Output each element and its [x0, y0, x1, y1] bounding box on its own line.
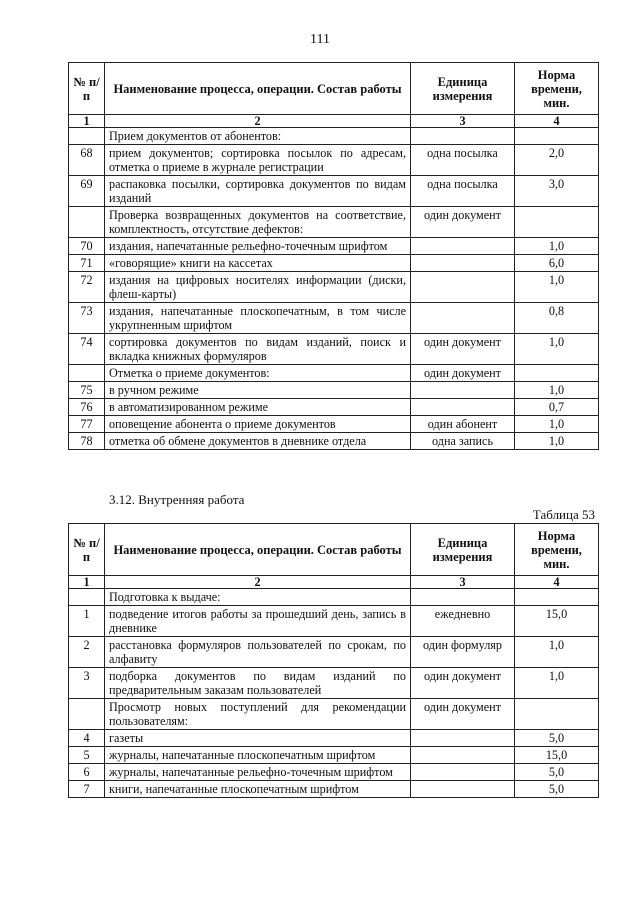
row-number: 3 — [69, 668, 105, 699]
table-row — [69, 433, 599, 450]
header-name: Наименование процесса, операции. Состав работы — [105, 524, 411, 576]
row-number: 77 — [69, 416, 105, 433]
row-time — [515, 128, 599, 145]
row-number: 72 — [69, 272, 105, 303]
row-unit: один абонент — [411, 416, 515, 433]
row-name: журналы, напечатанные рельефно-точечным шрифтом — [105, 764, 411, 781]
row-number — [69, 207, 105, 238]
table-header-row — [69, 524, 599, 576]
row-number: 5 — [69, 747, 105, 764]
row-name: прием документов; сортировка посылок по адресам, отметка о приеме в журнале регистрации — [105, 145, 411, 176]
row-unit — [411, 382, 515, 399]
row-time — [515, 365, 599, 382]
table-row — [69, 128, 599, 145]
row-name: сортировка документов по видам изданий, поиск и вкладка книжных формуляров — [105, 334, 411, 365]
row-name: Проверка возвращенных документов на соответствие, комплектность, отсутствие дефектов: — [105, 207, 411, 238]
row-name: Подготовка к выдаче: — [105, 589, 411, 606]
row-unit: один документ — [411, 207, 515, 238]
row-unit — [411, 303, 515, 334]
table-row — [69, 207, 599, 238]
row-number — [69, 589, 105, 606]
table-row — [69, 334, 599, 365]
header-name: Наименование процесса, операции. Состав работы — [105, 63, 411, 115]
row-time: 5,0 — [515, 730, 599, 747]
row-unit — [411, 272, 515, 303]
row-unit — [411, 255, 515, 272]
row-time: 6,0 — [515, 255, 599, 272]
row-unit: одна запись — [411, 433, 515, 450]
row-name: издания на цифровых носителях информации (диски, флеш-карты) — [105, 272, 411, 303]
row-number: 4 — [69, 730, 105, 747]
table-row — [69, 176, 599, 207]
row-time — [515, 589, 599, 606]
table-row — [69, 668, 599, 699]
row-time: 0,7 — [515, 399, 599, 416]
row-time: 1,0 — [515, 637, 599, 668]
row-number — [69, 699, 105, 730]
row-number: 6 — [69, 764, 105, 781]
row-time: 15,0 — [515, 606, 599, 637]
row-unit: один документ — [411, 365, 515, 382]
header-number: № п/п — [69, 524, 105, 576]
colnum-1: 1 — [69, 115, 105, 128]
row-number — [69, 128, 105, 145]
row-time: 3,0 — [515, 176, 599, 207]
row-time — [515, 699, 599, 730]
table-row — [69, 416, 599, 433]
table-row — [69, 272, 599, 303]
row-unit — [411, 128, 515, 145]
row-unit: один формуляр — [411, 637, 515, 668]
row-unit: один документ — [411, 699, 515, 730]
table-row — [69, 238, 599, 255]
row-unit — [411, 399, 515, 416]
row-unit — [411, 589, 515, 606]
table-row — [69, 730, 599, 747]
row-time: 2,0 — [515, 145, 599, 176]
row-number: 71 — [69, 255, 105, 272]
row-number: 69 — [69, 176, 105, 207]
header-unit: Единица измерения — [411, 524, 515, 576]
row-name: издания, напечатанные плоскопечатным, в том числе укрупненным шрифтом — [105, 303, 411, 334]
table-row — [69, 365, 599, 382]
table-row — [69, 145, 599, 176]
row-time: 15,0 — [515, 747, 599, 764]
row-number: 74 — [69, 334, 105, 365]
row-number: 7 — [69, 781, 105, 798]
colnum-2: 2 — [105, 576, 411, 589]
table-row — [69, 382, 599, 399]
header-number: № п/п — [69, 63, 105, 115]
row-number: 1 — [69, 606, 105, 637]
row-time: 1,0 — [515, 433, 599, 450]
row-number — [69, 365, 105, 382]
row-number: 2 — [69, 637, 105, 668]
colnum-4: 4 — [515, 576, 599, 589]
colnum-3: 3 — [411, 115, 515, 128]
row-name: распаковка посылки, сортировка документов по видам изданий — [105, 176, 411, 207]
row-unit — [411, 781, 515, 798]
row-name: подведение итогов работы за прошедший день, запись в дневнике — [105, 606, 411, 637]
row-number: 73 — [69, 303, 105, 334]
row-name: Прием документов от абонентов: — [105, 128, 411, 145]
row-name: в ручном режиме — [105, 382, 411, 399]
row-name: расстановка формуляров пользователей по срокам, по алфавиту — [105, 637, 411, 668]
row-unit: один документ — [411, 668, 515, 699]
row-name: журналы, напечатанные плоскопечатным шрифтом — [105, 747, 411, 764]
row-name: Просмотр новых поступлений для рекомендации пользователям: — [105, 699, 411, 730]
table-row — [69, 399, 599, 416]
table-row — [69, 781, 599, 798]
colnum-3: 3 — [411, 576, 515, 589]
row-unit: ежедневно — [411, 606, 515, 637]
row-unit: одна посылка — [411, 145, 515, 176]
table-row — [69, 606, 599, 637]
row-time: 1,0 — [515, 238, 599, 255]
table-row — [69, 589, 599, 606]
row-unit: одна посылка — [411, 176, 515, 207]
row-time: 1,0 — [515, 334, 599, 365]
table-row — [69, 637, 599, 668]
header-time: Норма времени, мин. — [515, 524, 599, 576]
row-unit: один документ — [411, 334, 515, 365]
header-unit: Единица измерения — [411, 63, 515, 115]
page-number: 111 — [310, 32, 330, 47]
row-number: 76 — [69, 399, 105, 416]
row-name: оповещение абонента о приеме документов — [105, 416, 411, 433]
row-time: 5,0 — [515, 781, 599, 798]
norms-table-1 — [68, 62, 599, 450]
row-unit — [411, 747, 515, 764]
table-header-row — [69, 63, 599, 115]
table-row — [69, 255, 599, 272]
norms-table-2 — [68, 523, 599, 798]
table-row — [69, 747, 599, 764]
row-time: 1,0 — [515, 668, 599, 699]
row-name: издания, напечатанные рельефно-точечным шрифтом — [105, 238, 411, 255]
table-row — [69, 699, 599, 730]
column-number-row — [69, 576, 599, 589]
row-number: 68 — [69, 145, 105, 176]
table-row — [69, 303, 599, 334]
colnum-2: 2 — [105, 115, 411, 128]
row-unit — [411, 238, 515, 255]
column-number-row — [69, 115, 599, 128]
row-number: 70 — [69, 238, 105, 255]
row-name: в автоматизированном режиме — [105, 399, 411, 416]
row-name: книги, напечатанные плоскопечатным шрифтом — [105, 781, 411, 798]
row-name: подборка документов по видам изданий по предварительным заказам пользователей — [105, 668, 411, 699]
row-time: 0,8 — [515, 303, 599, 334]
row-unit — [411, 764, 515, 781]
row-time: 1,0 — [515, 416, 599, 433]
row-number: 78 — [69, 433, 105, 450]
colnum-1: 1 — [69, 576, 105, 589]
row-time: 1,0 — [515, 272, 599, 303]
colnum-4: 4 — [515, 115, 599, 128]
row-name: отметка об обмене документов в дневнике отдела — [105, 433, 411, 450]
table-label: Таблица 53 — [532, 507, 595, 522]
row-name: газеты — [105, 730, 411, 747]
row-name: «говорящие» книги на кассетах — [105, 255, 411, 272]
row-time: 5,0 — [515, 764, 599, 781]
row-time: 1,0 — [515, 382, 599, 399]
table-row — [69, 764, 599, 781]
row-unit — [411, 730, 515, 747]
row-time — [515, 207, 599, 238]
row-name: Отметка о приеме документов: — [105, 365, 411, 382]
section-title: 3.12. Внутренняя работа — [109, 492, 245, 507]
header-time: Норма времени, мин. — [515, 63, 599, 115]
row-number: 75 — [69, 382, 105, 399]
